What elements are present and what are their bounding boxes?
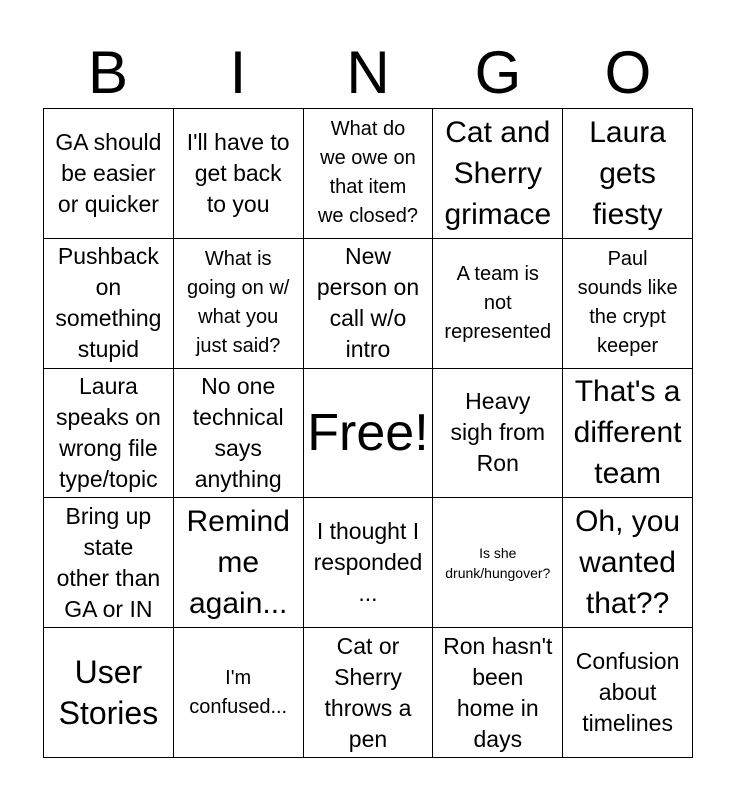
bingo-cell[interactable] bbox=[44, 369, 174, 499]
bingo-cell[interactable] bbox=[563, 239, 693, 369]
bingo-cell[interactable] bbox=[304, 109, 434, 239]
bingo-cell[interactable] bbox=[433, 628, 563, 758]
bingo-cell[interactable] bbox=[44, 498, 174, 628]
bingo-cell[interactable] bbox=[174, 369, 304, 499]
cell-label: GA should be easier or quicker bbox=[55, 128, 162, 217]
cell-label: Pushback on something stupid bbox=[55, 243, 162, 363]
bingo-cell[interactable] bbox=[433, 109, 563, 239]
bingo-cell[interactable] bbox=[563, 369, 693, 499]
cell-label: User Stories bbox=[58, 653, 159, 731]
bingo-cell[interactable] bbox=[44, 109, 174, 239]
cell-label: I thought I responded ... bbox=[313, 518, 423, 607]
cell-label: Ron hasn't been home in days bbox=[443, 632, 553, 752]
cell-label: Laura speaks on wrong file type/topic bbox=[55, 372, 161, 492]
cell-label: That's a different team bbox=[573, 375, 682, 491]
cell-label: Remind me again... bbox=[186, 505, 290, 621]
bingo-cell[interactable] bbox=[174, 239, 304, 369]
bingo-cell[interactable] bbox=[433, 369, 563, 499]
cell-label: Paul sounds like the crypt keeper bbox=[577, 248, 678, 358]
header-letter-o: O bbox=[604, 39, 652, 106]
cell-label: Cat or Sherry throws a pen bbox=[324, 632, 412, 752]
cell-label: Oh, you wanted that?? bbox=[575, 505, 681, 621]
header-letter-b: B bbox=[87, 39, 129, 106]
cell-label: Is she drunk/hungover? bbox=[445, 544, 551, 581]
cell-label: I'm confused... bbox=[189, 666, 288, 718]
bingo-cell[interactable] bbox=[304, 239, 434, 369]
bingo-cell[interactable] bbox=[433, 498, 563, 628]
cell-label: Laura gets fiesty bbox=[589, 115, 666, 231]
bingo-cell[interactable] bbox=[44, 628, 174, 758]
header-letter-g: G bbox=[474, 39, 522, 106]
bingo-cell[interactable] bbox=[44, 239, 174, 369]
header-letter-n: N bbox=[346, 39, 390, 106]
bingo-cell[interactable] bbox=[433, 239, 563, 369]
bingo-cell[interactable] bbox=[174, 109, 304, 239]
bingo-cell[interactable] bbox=[304, 498, 434, 628]
bingo-board bbox=[43, 108, 693, 758]
cell-label: Heavy sigh from Ron bbox=[450, 388, 546, 477]
cell-label: What do we owe on that item we closed? bbox=[317, 118, 419, 228]
bingo-cell[interactable] bbox=[563, 628, 693, 758]
cell-label: What is going on w/ what you just said? bbox=[187, 248, 290, 358]
cell-label: Confusion about timelines bbox=[575, 648, 680, 737]
bingo-cell[interactable] bbox=[563, 109, 693, 239]
bingo-cell[interactable] bbox=[174, 628, 304, 758]
bingo-cell[interactable] bbox=[563, 498, 693, 628]
header-letter-i: I bbox=[229, 39, 247, 106]
free-space-cell[interactable] bbox=[304, 369, 434, 499]
bingo-header bbox=[43, 38, 693, 108]
cell-label: Bring up state other than GA or IN bbox=[56, 502, 161, 622]
cell-label: Cat and Sherry grimace bbox=[444, 115, 552, 231]
cell-label: I'll have to get back to you bbox=[186, 128, 290, 217]
cell-label: No one technical says anything bbox=[192, 372, 284, 492]
cell-label: New person on call w/o intro bbox=[316, 243, 420, 363]
bingo-cell[interactable] bbox=[174, 498, 304, 628]
cell-label: A team is not represented bbox=[444, 262, 552, 343]
free-space-label: Free! bbox=[307, 403, 429, 462]
bingo-cell[interactable] bbox=[304, 628, 434, 758]
